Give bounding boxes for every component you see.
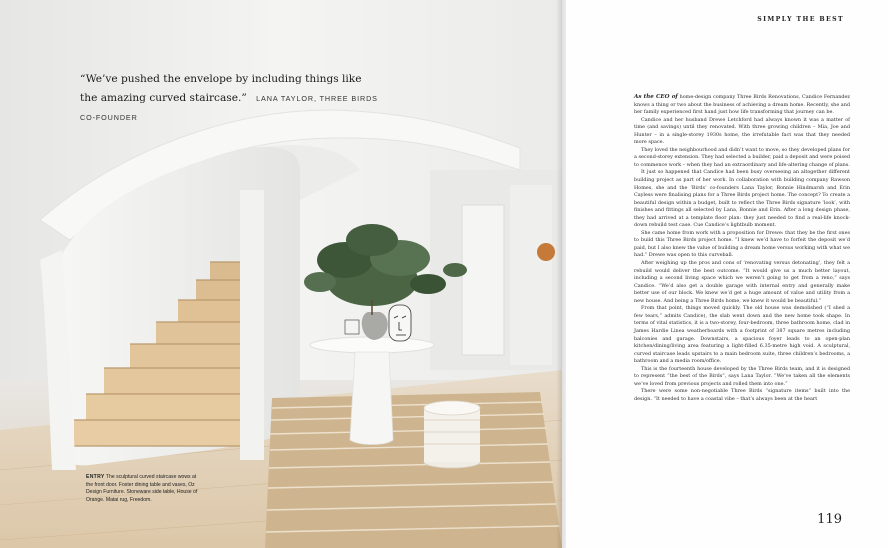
face-vase	[389, 305, 411, 341]
small-vase	[345, 320, 359, 334]
article-paragraph: As the CEO of home-design company Three Birds Renovations, Candice Fernandez knows a thing or two about the business of achieving a dream home. Recently, she and her family experienced first hand just how life transforming that journey can be.	[634, 94, 850, 116]
article-body	[634, 94, 850, 403]
door	[462, 205, 504, 355]
photo-caption	[86, 474, 204, 504]
caption-text: The sculptural curved staircase wows at the front door. Foster dining table and vases, Oz Design Furniture. Stoneware side table, House of Orange. Matai rug, Freedom.	[86, 474, 198, 503]
article-page	[566, 0, 888, 548]
article-paragraph: They loved the neighbourhood and didn’t want to move, so they developed plans for a second-storey extension. They had selected a builder, paid a deposit and were poised to commence work – when they had an extraordinary and life-altering change of plans.	[634, 146, 850, 168]
pull-quote-attribution: LANA TAYLOR, THREE BIRDS CO-FOUNDER	[80, 94, 378, 122]
caption-label: ENTRY	[86, 474, 105, 480]
wall-ornament	[537, 243, 555, 261]
hall-wall	[510, 185, 552, 365]
section-label: SIMPLY THE BEST	[757, 16, 844, 23]
lead-in: As the CEO of	[634, 94, 678, 100]
pull-quote	[80, 70, 380, 127]
table-pedestal	[350, 352, 393, 445]
stoneware-side-table	[424, 401, 480, 468]
article-paragraph: This is the fourteenth house developed by the Three Birds team, and it is designed to represent “the best of the Birds”, says Lana Taylor. “We’ve taken all the elements we’ve loved from previous projects and rolled them into one.”	[634, 365, 850, 387]
article-paragraph: Candice and her husband Drewe Letchford had always known it was a matter of time (and savings) until they renovated. With three growing children – Mia, Joe and Hunter – in a single-storey 1930s home, the irrefutable fact was that they needed more space.	[634, 116, 850, 146]
article-paragraph: From that point, things moved quickly. The old house was demolished (“I shed a few tears,” admits Candice), the slab went down and the new home took shape. In terms of vital statistics, it is a two-storey, four-bedroom, three bathroom home, clad in James Hardie Linea weatherboards with a footprint of 387 square metres including balconies and garage. Downstairs, a spacious foyer leads to an open-plan kitchen/dining/living area featuring a light-filled 6.35-metre high void. A sculptural, curved staircase leads upstairs to a main bedroom suite, three children’s bedrooms, a bathroom and a media room/office.	[634, 305, 850, 365]
article-paragraph: There were some non-negotiable Three Birds “signature items” built into the design. “It needed to have a coastal vibe – that’s always been at the heart	[634, 388, 850, 402]
stair-column	[240, 190, 264, 460]
pull-quote-text: “We’ve pushed the envelope by including things like the amazing curved staircase.”	[80, 73, 362, 104]
article-paragraph: After weighing up the pros and cons of ‘renovating versus detonating’, they felt a rebuild would deliver the best outcome. “It would give us a much better layout, including a second living space which we weren’t going to get from a reno,” says Candice. “We’d also get a double garage with internal entry and generally make better use of our block. We knew we’d get a huge amount of value and utility from a new house. And being a Three Birds home, we knew it would be beautiful.”	[634, 260, 850, 304]
article-paragraph: She came home from work with a proposition for Drewe: that they be the first ones to build this Three Birds project home. “I knew we’d have to forfeit the deposit we’d paid, but I also knew the value of building a dream home versus working with what we had.” Drewe was open to this curveball.	[634, 229, 850, 259]
page-number: 119	[817, 512, 842, 527]
jute-rug	[265, 392, 562, 548]
article-paragraph: It just so happened that Candice had been busy overseeing an altogether different building project as part of her work. In collaboration with building company Rawson Homes, she and the ‘Birds’ co-founders Lana Taylor, Bonnie Hindmarsh and Erin Cayless were finalising plans for a Three Birds project home. The concept? To create a beautiful design within a budget, built to reflect the Three Birds signature ‘look’, with finishes and fittings all selected by Lana, Bonnie and Erin. After a long design phase, they had arrived at a template floor plan: they just needed to find a real-life knock-down rebuild test case. Cue Candice’s lightbulb moment.	[634, 169, 850, 229]
